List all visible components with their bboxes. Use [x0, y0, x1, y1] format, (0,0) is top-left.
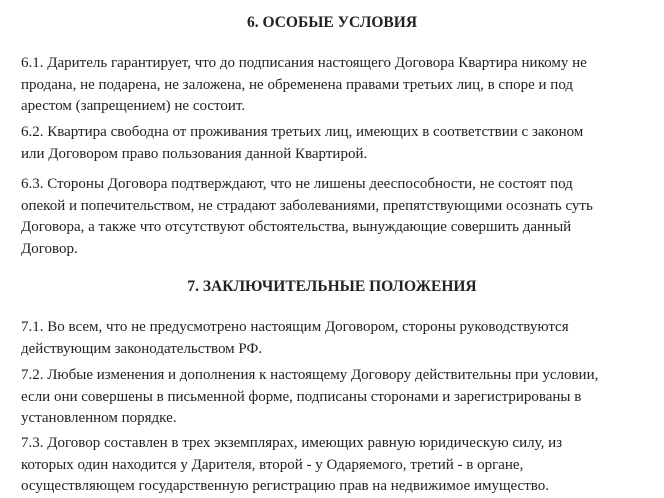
clause-line: или Договором право пользования данной Квартирой. [21, 145, 368, 162]
clause-line: 6.3. Стороны Договора подтверждают, что не лишены дееспособности, не состоят под [21, 176, 573, 192]
clause-7-1 [21, 317, 647, 360]
clause-line: продана, не подарена, не заложена, не обременена правами третьих лиц, в споре и под [21, 76, 574, 93]
clause-7-3 [21, 433, 647, 498]
clause-line: осуществляющем государственную регистрацию прав на недвижимое имущество. [21, 478, 549, 494]
clause-line: опекой и попечительством, не страдают заболеваниями, препятствующими осознать суть [21, 197, 593, 214]
clause-6-3 [21, 174, 647, 260]
clause-line: действующим законодательством РФ. [21, 340, 263, 357]
clause-line: 7.1. Во всем, что не предусмотрено настоящим Договором, стороны руководствуются [21, 319, 569, 335]
clause-line: Договора, а также что отсутствуют обстоятельства, вынуждающие совершить данный [21, 219, 572, 235]
section-6-title: 6. ОСОБЫЕ УСЛОВИЯ [246, 14, 418, 31]
clause-line: если они совершены в письменной форме, подписаны сторонами и зарегистрированы в [21, 388, 582, 405]
clause-line: 6.2. Квартира свободна от проживания третьих лиц, имеющих в соответствии с законом [21, 124, 584, 140]
clause-line: арестом (запрещением) не состоит. [21, 98, 246, 114]
clause-line: установленном порядке. [21, 410, 177, 426]
clause-line: 6.1. Даритель гарантирует, что до подписания настоящего Договора Квартира никому не [21, 55, 587, 71]
clause-line: 7.2. Любые изменения и дополнения к настоящему Договору действительны при условии, [21, 367, 599, 383]
clause-line: 7.3. Договор составлен в трех экземплярах, имеющих равную юридическую силу, из [21, 435, 563, 451]
clause-line: Договор. [21, 240, 78, 257]
clause-line: которых один находится у Дарителя, второй - у Одаряемого, третий - в органе, [21, 456, 524, 473]
clause-6-2 [21, 122, 647, 165]
clause-6-1 [21, 53, 647, 118]
section-7-title: 7. ЗАКЛЮЧИТЕЛЬНЫЕ ПОЛОЖЕНИЯ [187, 278, 477, 295]
clause-7-2 [21, 365, 647, 430]
